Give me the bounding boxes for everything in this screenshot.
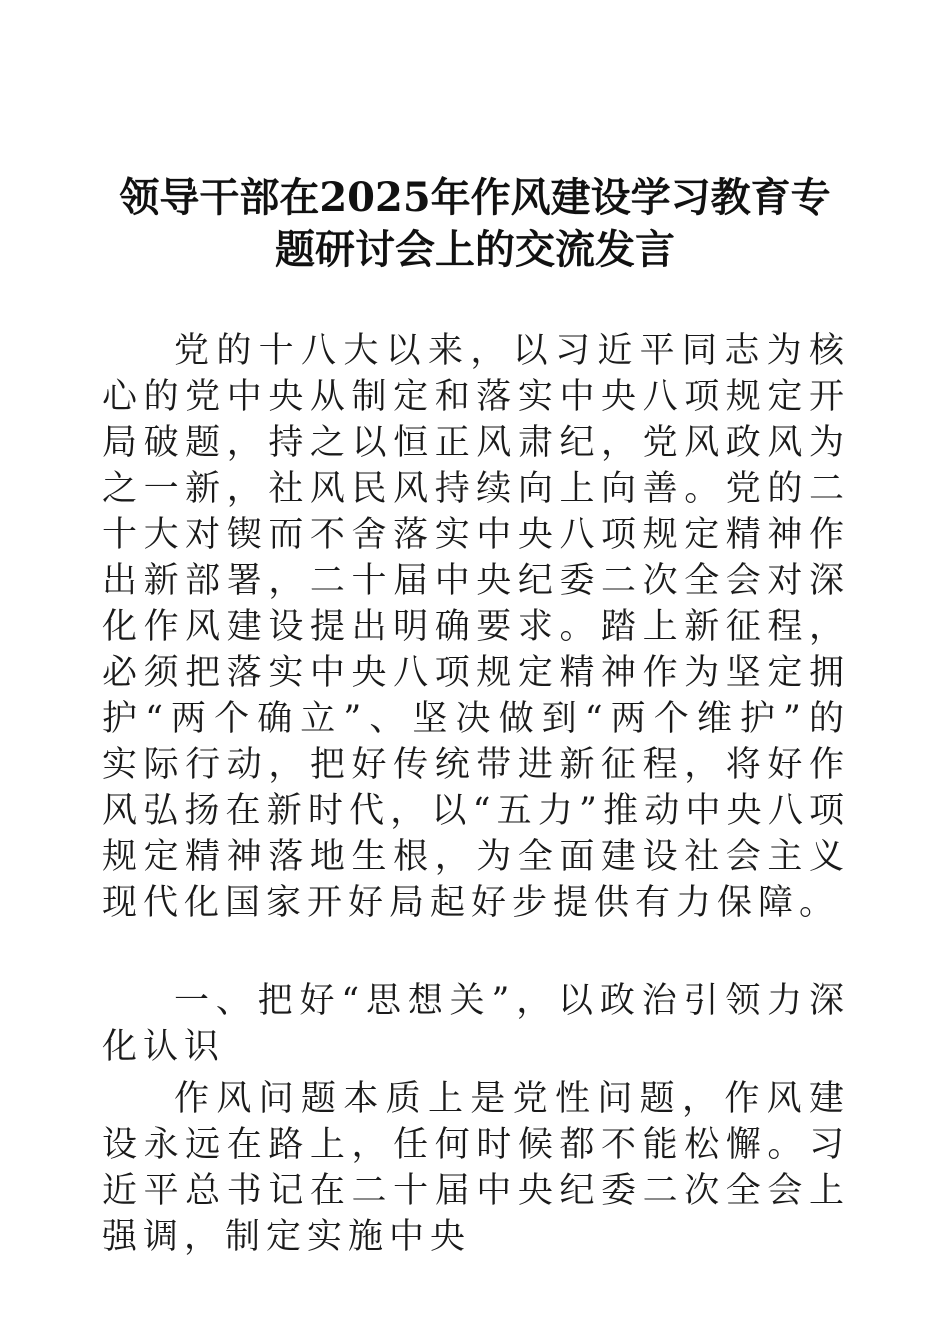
intro-paragraph: 党的十八大以来，以习近平同志为核心的党中央从制定和落实中央八项规定开局破题，持之以恒正风肃纪，党风政风为之一新，社风民风持续向上向善。党的二十大对锲而不舍落实中央八项规定精神作出新部署，二十届中央纪委二次全会对深化作风建设提出明确要求。踏上新征程，必须把落实中央八项规定精神作为坚定拥护“两个确立”、坚决做到“两个维护”的实际行动，把好传统带进新征程，将好作风弘扬在新时代，以“五力”推动中央八项规定精神落地生根，为全面建设社会主义现代化国家开好局起好步提供有力保障。 (102, 331, 850, 923)
section-paragraph: 作风问题本质上是党性问题，作风建设永远在路上，任何时候都不能松懈。习近平总书记在二十届中央纪委二次全会上强调，制定实施中央 (102, 1079, 850, 1257)
section-heading: 一、把好“思想关”，以政治引领力深化认识 (102, 981, 850, 1067)
document-title: 领导干部在2025年作风建设学习教育专题研讨会上的交流发言 (119, 174, 831, 273)
